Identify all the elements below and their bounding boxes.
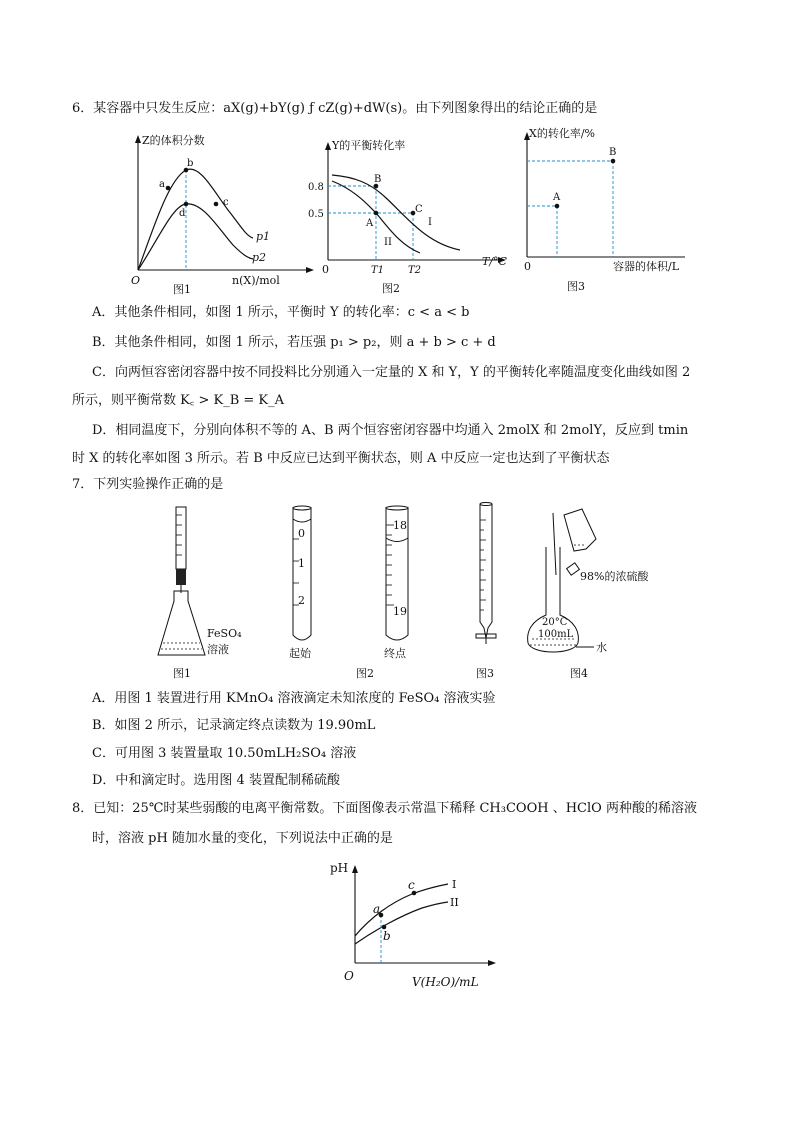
fig1-ylabel: Z的体积分数: [142, 134, 205, 147]
q7-fig4-vol: 100mL: [538, 629, 574, 640]
q7-fig1-label2: 溶液: [207, 643, 229, 656]
fig2-tick-t2: T2: [408, 265, 422, 276]
fig2-label-I: I: [428, 217, 432, 228]
fig2-y05: 0.5: [308, 209, 324, 220]
fig3-caption: 图3: [567, 280, 585, 293]
fig1-xlabel: n(X)/mol: [232, 274, 280, 287]
q6-option-a: A．其他条件相同，如图 1 所示，平衡时 Y 的转化率：c < a < b: [92, 305, 470, 320]
q7-figure-2-end: [356, 505, 440, 680]
q7-stem: 7．下列实验操作正确的是: [72, 477, 224, 492]
q6-option-c-cont: 所示，则平衡常数 K꜀ > K_B = K_A: [72, 393, 285, 408]
q7-fig2-tick-19: 19: [393, 605, 407, 618]
q8-origin: O: [344, 969, 354, 983]
q7-fig2-caption: 图2: [356, 667, 374, 680]
fig3-xlabel: 容器的体积/L: [613, 260, 680, 273]
q7-fig2-tick-1: 1: [298, 557, 305, 570]
q7-fig2-start: 起始: [289, 647, 311, 660]
fig2-caption: 图2: [382, 282, 400, 295]
q7-figure-1: [155, 505, 265, 685]
q7-fig1-caption: 图1: [173, 667, 191, 680]
fig3-point-A: [555, 204, 560, 209]
q7-fig2-tick-2: 2: [298, 594, 305, 607]
q8-stem-line-1: 8．已知：25℃时某些弱酸的电离平衡常数。下面图像表示常温下稀释 CH₃COOH 、HClO 两种酸的稀溶液: [72, 801, 697, 816]
q7-figure-4: [520, 505, 670, 685]
q7-fig2-tick-18: 18: [393, 519, 407, 532]
fig1-origin: O: [131, 274, 141, 287]
fig2-tick-t1: T1: [371, 265, 385, 276]
q6-figure-1: [128, 130, 318, 300]
fig2-label-II: II: [384, 237, 392, 248]
q7-fig4-caption: 图4: [570, 667, 588, 680]
fig2-label-B: B: [374, 174, 382, 185]
q8-label-b: b: [383, 929, 391, 943]
q7-fig2-tick-0: 0: [298, 527, 305, 540]
q7-figure-3: [472, 500, 522, 680]
fig1-label-a: a: [159, 179, 165, 190]
q7-option-b: B．如图 2 所示，记录滴定终点读数为 19.90mL: [92, 718, 376, 733]
q7-fig4-water: 水: [596, 641, 607, 654]
fig2-label-C: C: [415, 204, 423, 215]
fig3-point-B: [611, 159, 616, 164]
fig3-origin: 0: [524, 260, 531, 273]
fig1-label-d: d: [179, 208, 186, 219]
q7-fig4-temp: 20°C: [542, 617, 568, 628]
fig1-point-a: [166, 186, 171, 191]
q7-fig2-end: 终点: [384, 647, 406, 660]
q8-figure: [330, 858, 510, 993]
fig2-point-A: [374, 211, 379, 216]
fig1-point-d: [184, 202, 189, 207]
fig1-label-p1: p1: [256, 230, 271, 243]
q6-figure-3: [515, 125, 695, 295]
q8-xlabel: V(H₂O)/mL: [412, 975, 479, 989]
fig1-caption: 图1: [173, 283, 191, 296]
fig1-label-p2: p2: [252, 251, 267, 264]
q7-fig3-caption: 图3: [476, 667, 494, 680]
fig1-point-c: [214, 202, 219, 207]
q8-stem-line-2: 时，溶液 pH 随加水量的变化，下列说法中正确的是: [92, 831, 393, 846]
fig3-label-B: B: [609, 147, 617, 158]
fig2-xlabel: T/°C: [482, 255, 507, 268]
fig2-label-A: A: [366, 218, 374, 229]
q6-option-d-cont: 时 X 的转化率如图 3 所示。若 B 中反应已达到平衡状态，则 A 中反应一定也达到了平衡状态: [72, 451, 610, 466]
q8-label-II: II: [450, 896, 459, 909]
fig3-ylabel: X的转化率/%: [529, 127, 595, 140]
fig1-label-c: c: [223, 197, 229, 208]
fig2-origin: 0: [322, 263, 329, 276]
q7-figure-2-start: [285, 505, 335, 665]
q6-option-d: D．相同温度下，分别向体积不等的 A、B 两个恒容密闭容器中均通入 2molX 和 2molY，反应到 tmin: [92, 423, 689, 438]
fig1-label-b: b: [187, 158, 194, 169]
q7-option-a: A．用图 1 装置进行用 KMnO₄ 溶液滴定未知浓度的 FeSO₄ 溶液实验: [92, 691, 496, 706]
q6-option-b: B．其他条件相同，如图 1 所示，若压强 p₁ > p₂，则 a + b > c + d: [92, 335, 496, 350]
q7-fig1-label1: FeSO₄: [207, 627, 242, 640]
fig3-label-A: A: [553, 192, 561, 203]
q7-option-d: D．中和滴定时。选用图 4 装置配制稀硫酸: [92, 773, 340, 788]
q6-figure-2: [310, 135, 510, 300]
q7-option-c: C．可用图 3 装置量取 10.50mLH₂SO₄ 溶液: [92, 746, 357, 761]
fig2-ylabel: Y的平衡转化率: [332, 139, 406, 152]
q6-stem: 6．某容器中只发生反应：aX(g)+bY(g) ƒ cZ(g)+dW(s)。由下列图象得出的结论正确的是: [72, 101, 598, 116]
q8-ylabel: pH: [330, 861, 349, 875]
q8-label-I: I: [452, 878, 457, 891]
fig2-y08: 0.8: [308, 182, 324, 193]
q8-label-a: a: [373, 902, 381, 916]
q6-option-c: C．向两恒容密闭容器中按不同投料比分别通入一定量的 X 和 Y，Y 的平衡转化率随温度变化曲线如图 2: [92, 365, 691, 380]
q8-label-c: c: [408, 878, 415, 892]
q7-fig4-acid: 98%的浓硫酸: [580, 570, 649, 583]
